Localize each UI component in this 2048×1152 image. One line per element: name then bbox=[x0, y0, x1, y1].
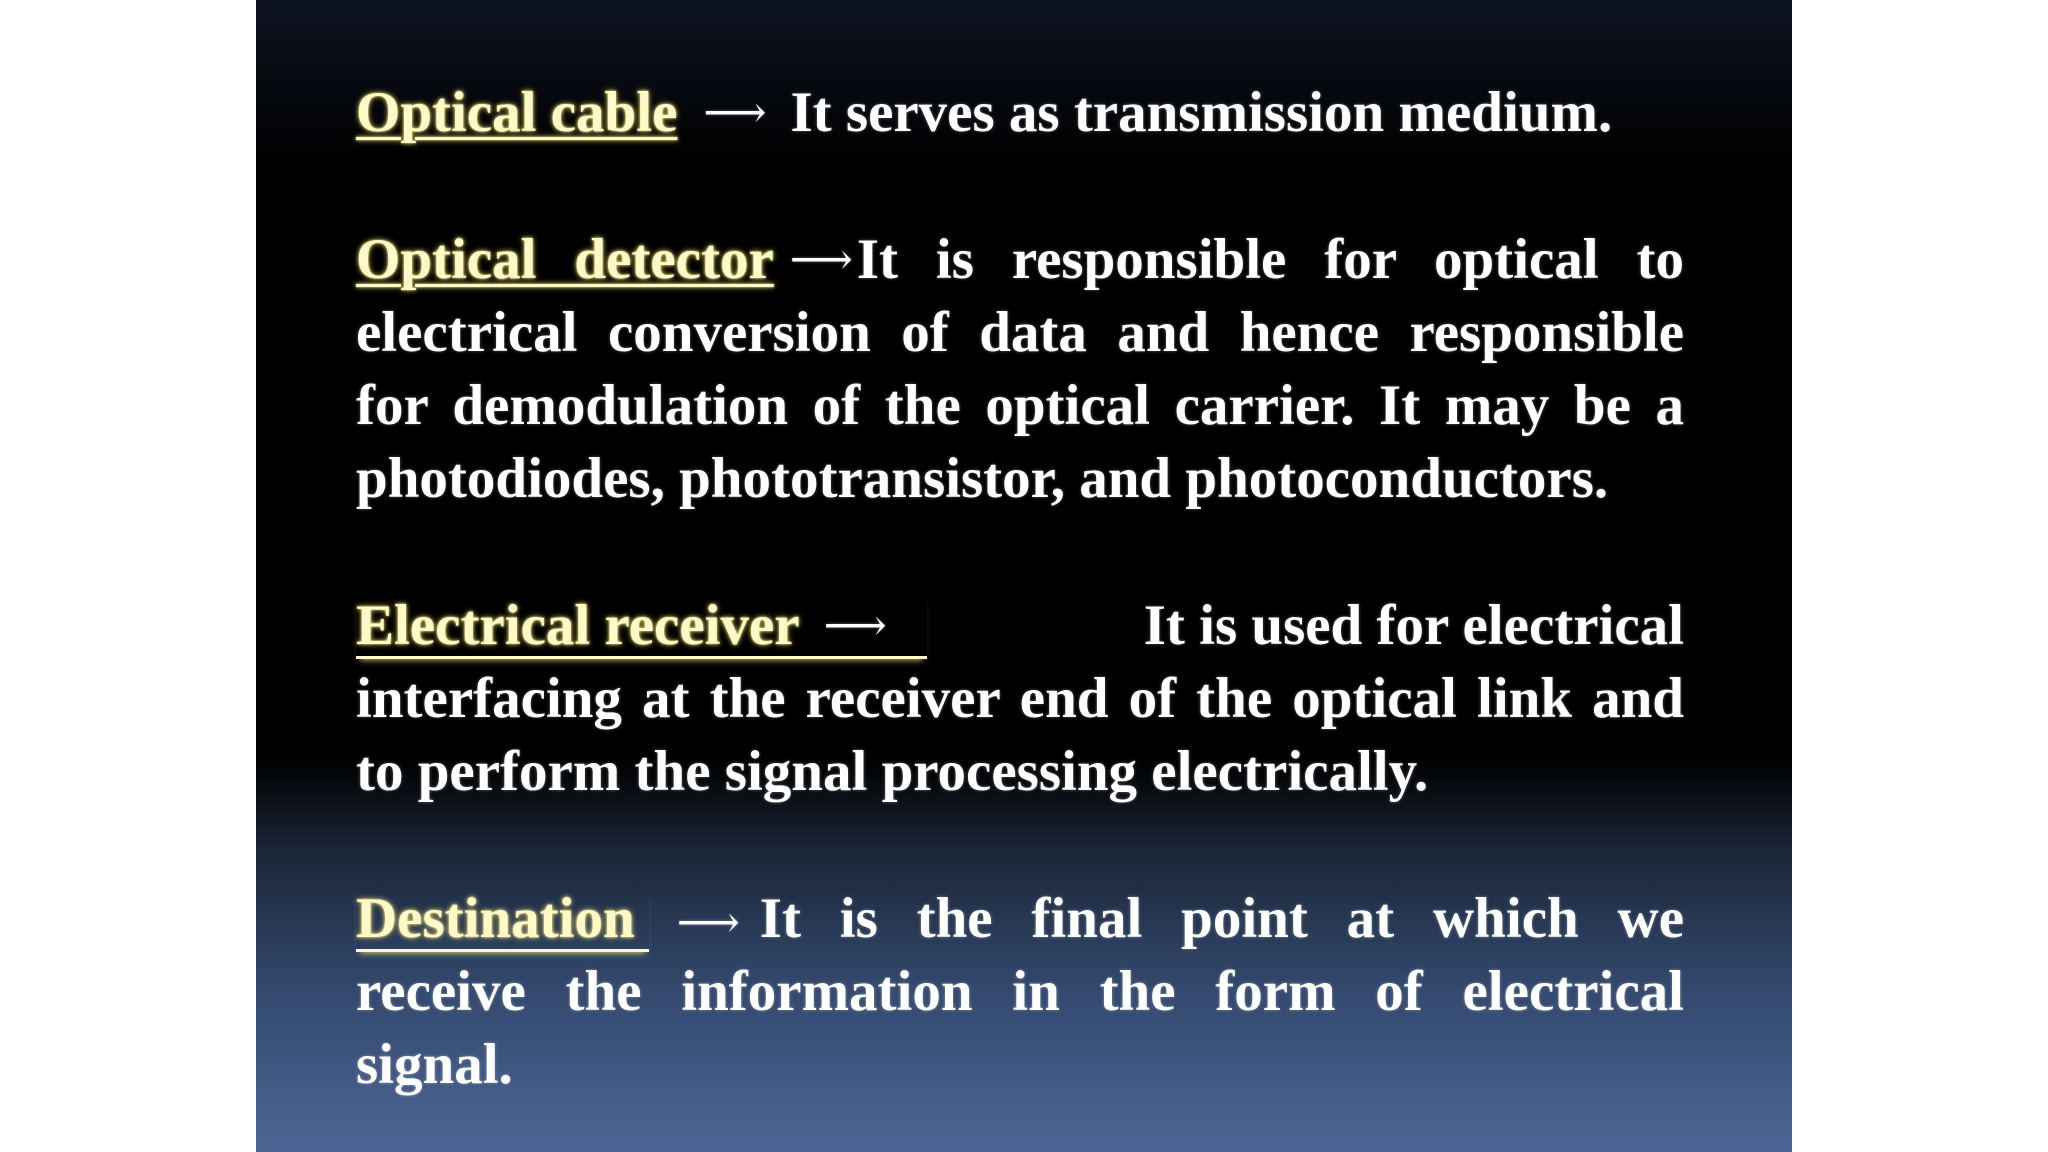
definition-line: signal. bbox=[356, 1033, 513, 1096]
definition-line: to perform the signal processing electrically. bbox=[356, 740, 1429, 803]
definition-line bbox=[356, 76, 1684, 149]
arrow-icon: ⟶ bbox=[789, 234, 853, 285]
definition-optical-detector bbox=[356, 223, 1684, 515]
definition-text: It is responsible for optical to bbox=[856, 228, 1684, 291]
definition-optical-cable bbox=[356, 76, 1684, 149]
arrow-icon: ⟶ bbox=[676, 897, 740, 948]
term-destination: Destination bbox=[356, 887, 635, 950]
definition-text: It serves as transmission medium. bbox=[790, 81, 1613, 144]
definition-line bbox=[356, 882, 1684, 955]
definition-line: photodiodes, phototransistor, and photoconductors. bbox=[356, 447, 1609, 510]
definition-text: It is used for electrical bbox=[1143, 594, 1684, 657]
definition-destination bbox=[356, 882, 1684, 1101]
definition-line bbox=[356, 589, 1684, 662]
definition-line: electrical conversion of data and hence responsible bbox=[356, 301, 1684, 364]
arrow-icon: ⟶ bbox=[823, 600, 887, 651]
term-wrapper bbox=[356, 596, 927, 659]
term-optical-detector: Optical detector bbox=[356, 228, 774, 291]
definition-line bbox=[356, 223, 1684, 296]
definition-line: for demodulation of the optical carrier. It may be a bbox=[356, 374, 1684, 437]
arrow-icon: ⟶ bbox=[703, 87, 767, 138]
slide bbox=[256, 0, 1792, 1152]
term-electrical-receiver: Electrical receiver bbox=[356, 594, 800, 657]
term-wrapper bbox=[356, 889, 649, 952]
definition-electrical-receiver bbox=[356, 589, 1684, 808]
term-optical-cable: Optical cable bbox=[356, 81, 678, 144]
definition-line: receive the information in the form of electrical bbox=[356, 960, 1684, 1023]
definition-line: interfacing at the receiver end of the optical link and bbox=[356, 667, 1684, 730]
definition-text: It is the final point at which we bbox=[759, 887, 1684, 950]
